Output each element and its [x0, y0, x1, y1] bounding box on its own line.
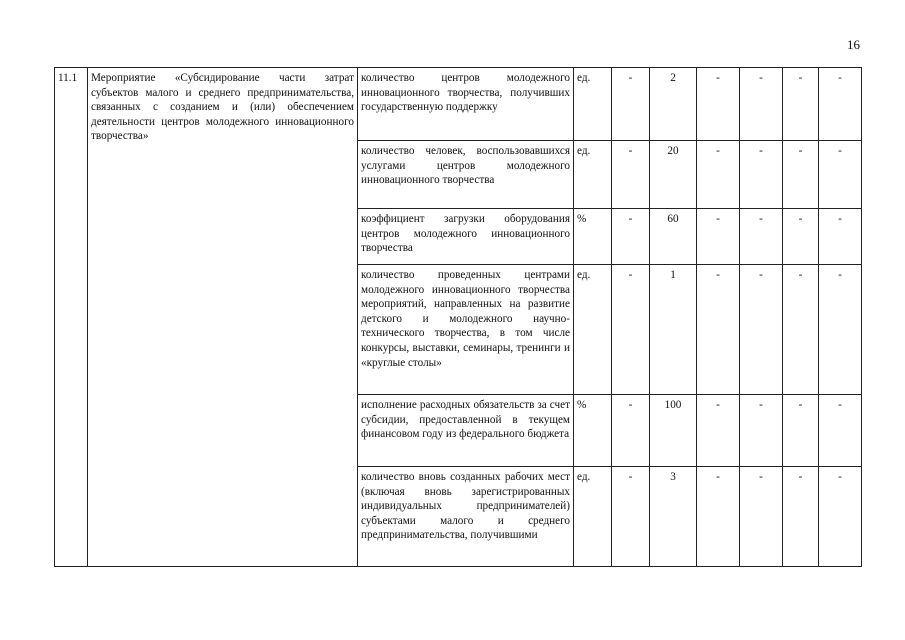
value-cell: -	[697, 265, 740, 395]
indicator-text: количество вновь созданных рабочих мест (включая вновь зарегистрированных индивидуальных предпринимателей) субъектами малого и среднего предпринимательства, получившими	[358, 467, 574, 567]
table-row	[55, 68, 862, 141]
unit-cell: ед.	[574, 265, 612, 395]
value-cell: -	[612, 467, 650, 567]
unit-cell: %	[574, 209, 612, 265]
indicator-text: коэффициент загрузки оборудования центров молодежного инновационного творчества	[358, 209, 574, 265]
value-cell: 3	[650, 467, 697, 567]
value-cell: -	[819, 141, 862, 209]
value-cell: 60	[650, 209, 697, 265]
value-cell: -	[612, 265, 650, 395]
indicator-text: количество центров молодежного инновационного творчества, получивших государственную поддержку	[358, 68, 574, 141]
value-cell: -	[612, 209, 650, 265]
value-cell: -	[740, 395, 783, 467]
indicator-text: количество проведенных центрами молодежного инновационного творчества мероприятий, направленных на развитие детского и молодежного научно-технического творчества, в том числе конкурсы, выставки, семинары, тренинги и «круглые столы»	[358, 265, 574, 395]
value-cell: -	[783, 265, 819, 395]
value-cell: -	[783, 68, 819, 141]
unit-cell: ед.	[574, 141, 612, 209]
indicator-text: исполнение расходных обязательств за счет субсидии, предоставленной в текущем финансовом году из федерального бюджета	[358, 395, 574, 467]
indicator-text: количество человек, воспользовавшихся услугами центров молодежного инновационного творчества	[358, 141, 574, 209]
value-cell: 1	[650, 265, 697, 395]
unit-cell: ед.	[574, 467, 612, 567]
value-cell: -	[740, 265, 783, 395]
value-cell: -	[612, 395, 650, 467]
value-cell: -	[819, 68, 862, 141]
value-cell: 20	[650, 141, 697, 209]
unit-cell: %	[574, 395, 612, 467]
row-number: 11.1	[55, 68, 88, 567]
value-cell: -	[783, 141, 819, 209]
value-cell: -	[612, 141, 650, 209]
value-cell: -	[697, 68, 740, 141]
value-cell: -	[783, 395, 819, 467]
value-cell: -	[740, 467, 783, 567]
value-cell: -	[819, 209, 862, 265]
value-cell: -	[697, 467, 740, 567]
indicators-table	[54, 67, 862, 567]
value-cell: -	[783, 467, 819, 567]
page-number: 16	[847, 37, 860, 52]
value-cell: -	[612, 68, 650, 141]
value-cell: -	[740, 141, 783, 209]
value-cell: -	[819, 265, 862, 395]
value-cell: -	[740, 68, 783, 141]
value-cell: -	[819, 467, 862, 567]
unit-cell: ед.	[574, 68, 612, 141]
value-cell: 2	[650, 68, 697, 141]
value-cell: -	[697, 209, 740, 265]
value-cell: -	[697, 395, 740, 467]
value-cell: -	[697, 141, 740, 209]
event-description: Мероприятие «Субсидирование части затрат субъектов малого и среднего предпринимательства, связанных с созданием и (или) обеспечением деятельности центров молодежного инновационного творчества»	[88, 68, 358, 567]
value-cell: -	[740, 209, 783, 265]
value-cell: -	[783, 209, 819, 265]
value-cell: -	[819, 395, 862, 467]
value-cell: 100	[650, 395, 697, 467]
